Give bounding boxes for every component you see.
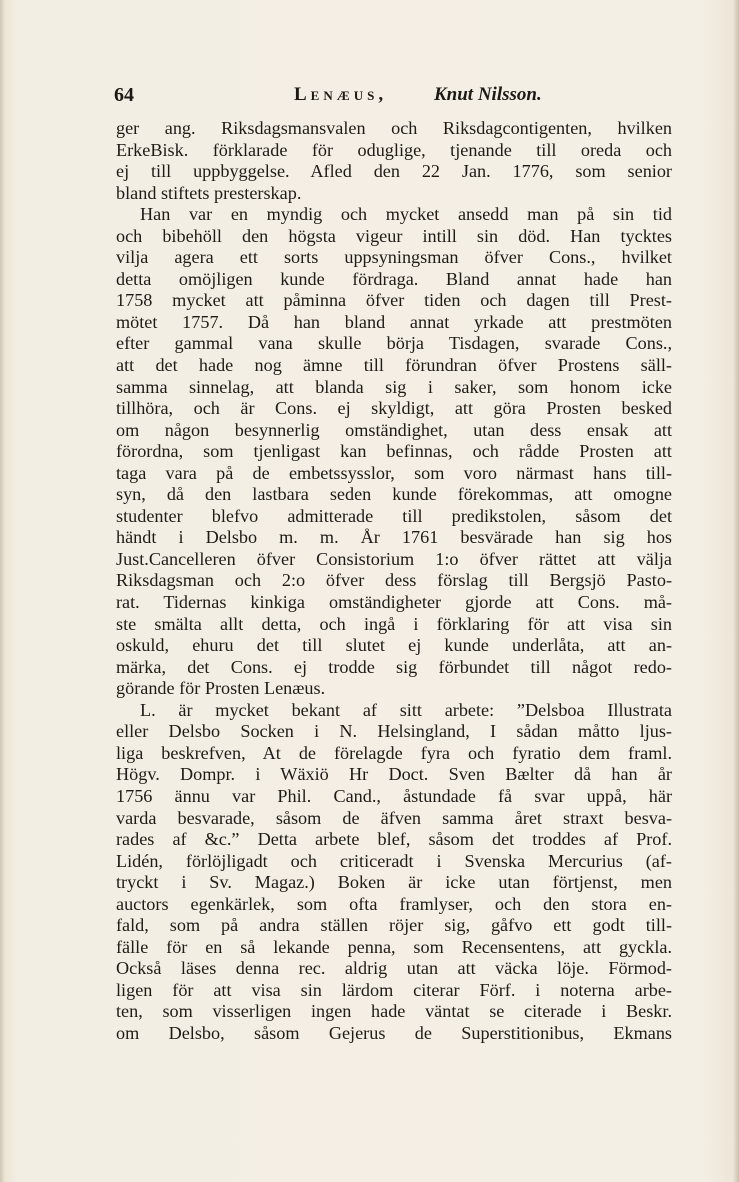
- text-line: mötet 1757. Då han bland annat yrkade att prestmöten: [116, 311, 672, 332]
- text-line: 1758 mycket att påminna öfver tiden och dagen till Prest-: [116, 290, 672, 311]
- text-line: ger ang. Riksdagsmansvalen och Riksdagcontigenten, hvilken: [116, 118, 672, 138]
- text-line: och bibehöll den högsta vigeur intill sin död. Han tycktes: [116, 225, 672, 246]
- running-head-title: Lenæus,: [294, 84, 388, 105]
- text-line: märka, det Cons. ej trodde sig förbundet till något redo-: [116, 656, 672, 677]
- page-edge-right: [733, 0, 739, 1182]
- text-line: liga beskrefven, At de förelagde fyra och fyratio dem framl.: [116, 742, 672, 763]
- text-line: ej till uppbyggelse. Afled den 22 Jan. 1776, som senior: [116, 161, 672, 182]
- text-line: tillhöra, och är Cons. ej skyldigt, att göra Prosten besked: [116, 398, 672, 419]
- text-line: Högv. Dompr. i Wäxiö Hr Doct. Sven Bælter då han år: [116, 764, 672, 785]
- text-line: samma sinnelag, att blanda sig i saker, som honom icke: [116, 376, 672, 397]
- text-line: händt i Delsbo m. m. År 1761 besvärade han sig hos: [116, 527, 672, 548]
- running-head: [114, 84, 674, 108]
- text-line: tryckt i Sv. Magaz.) Boken är icke utan förtjenst, men: [116, 872, 672, 893]
- text-line: L. är mycket bekant af sitt arbete: ”Delsboa Illustrata: [140, 699, 672, 720]
- text-line: studenter blefvo admitterade till predikstolen, såsom det: [116, 505, 672, 526]
- page-number: 64: [114, 84, 134, 106]
- text-line: ten, som visserligen ingen hade väntat se citerade i Beskr.: [116, 1001, 672, 1022]
- text-line: syn, då den lastbara seden kunde förekommas, att omogne: [116, 484, 672, 505]
- text-line: om någon besynnerlig omständighet, utan dess ensak att: [116, 419, 672, 440]
- text-line: bland stiftets presterskap.: [116, 182, 302, 203]
- text-line: ErkeBisk. förklarade för oduglige, tjenande till oreda och: [116, 139, 672, 160]
- text-line: ste smälta allt detta, och ingå i förklaring för att visa sin: [116, 613, 672, 634]
- text-line: Just.Cancelleren öfver Consistorium 1:o öfver rättet att välja: [116, 548, 672, 569]
- text-line: Också läses denna rec. aldrig utan att väcka löje. Förmod-: [116, 958, 672, 979]
- text-line: om Delsbo, såsom Gejerus de Superstitionibus, Ekmans: [116, 1022, 672, 1043]
- text-line: eller Delsbo Socken i N. Helsingland, I sådan måtto ljus-: [116, 721, 672, 742]
- text-line: varda besvarade, såsom de äfven samma året straxt besva-: [116, 807, 672, 828]
- text-line: taga vara på de embetssysslor, som voro närmast hans till-: [116, 462, 672, 483]
- running-head-subtitle: Knut Nilsson.: [434, 84, 542, 105]
- text-line: förordna, som tjenligast kan befinnas, och rådde Prosten att: [116, 441, 672, 462]
- text-line: efter gammal vana skulle börja Tisdagen, svarade Cons.,: [116, 333, 672, 354]
- text-line: ligen för att visa sin lärdom citerar Förf. i noterna arbe-: [116, 979, 672, 1000]
- text-line: fälle för en så lekande penna, som Recensentens, att gyckla.: [116, 936, 672, 957]
- text-line: rades af &c.” Detta arbete blef, såsom det troddes af Prof.: [116, 829, 672, 850]
- text-line: att det hade nog ämne till förundran öfver Prostens säll-: [116, 355, 672, 376]
- text-line: oskuld, ehuru det till slutet ej kunde underlåta, att an-: [116, 635, 672, 656]
- text-line: Han var en myndig och mycket ansedd man på sin tid: [140, 204, 672, 225]
- text-line: 1756 ännu var Phil. Cand., åstundade få svar uppå, här: [116, 785, 672, 806]
- text-line: auctors egenkärlek, som ofta framlyser, och den stora en-: [116, 893, 672, 914]
- text-line: vilja agera ett sorts uppsyningsman öfver Cons., hvilket: [116, 247, 672, 268]
- text-line: fald, som på andra ställen röjer sig, gåfvo ett godt till-: [116, 915, 672, 936]
- text-line: Riksdagsman och 2:o öfver dess förslag till Bergsjö Pasto-: [116, 570, 672, 591]
- page-edge-left: [0, 0, 5, 1182]
- body-text: [116, 118, 672, 1045]
- text-line: detta omöjligen kunde fördraga. Bland annat hade han: [116, 268, 672, 289]
- text-line: görande för Prosten Lenæus.: [116, 678, 326, 699]
- text-line: rat. Tidernas kinkiga omständigheter gjorde att Cons. må-: [116, 592, 672, 613]
- text-line: Lidén, förlöjligadt och criticeradt i Svenska Mercurius (af-: [116, 850, 672, 871]
